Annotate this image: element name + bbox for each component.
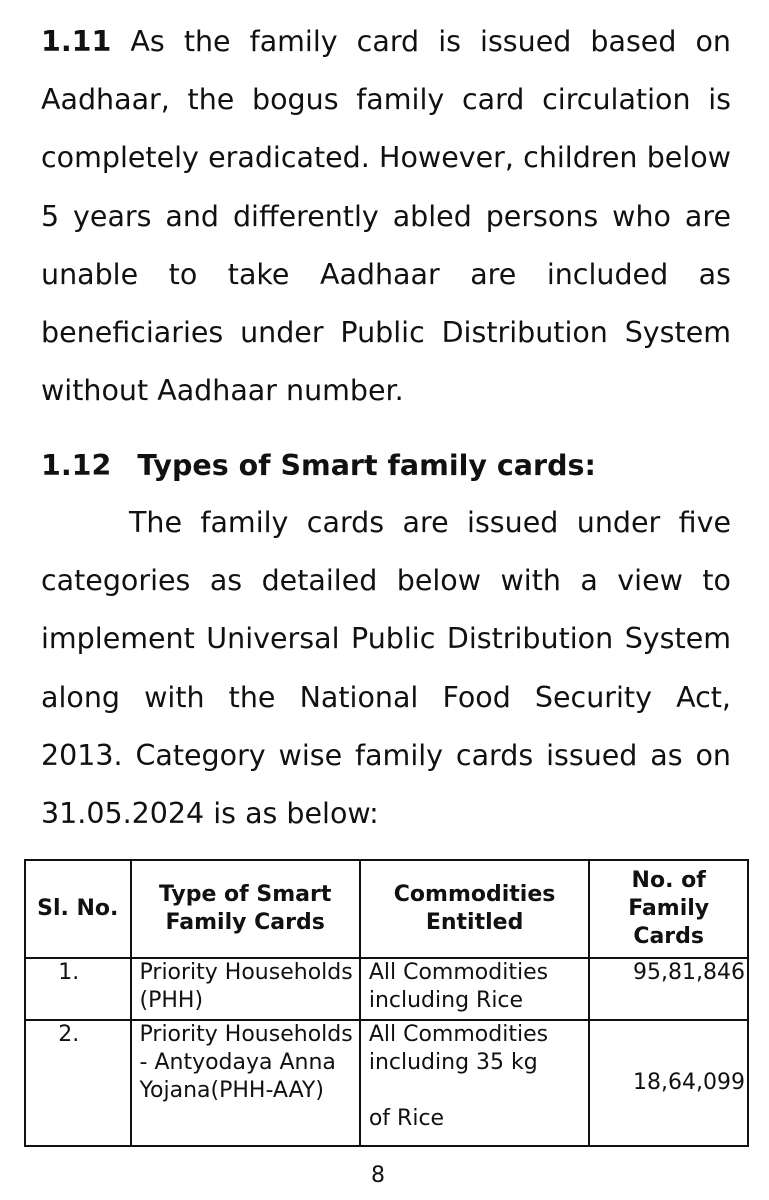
header-commodities: Commodities Entitled: [360, 860, 589, 958]
cell-type: Priority Households - Antyodaya Anna Yojana(PHH-AAY): [131, 1020, 360, 1146]
section-number-1-11: 1.11: [41, 25, 112, 58]
cell-sl-no: 2.: [25, 1020, 131, 1146]
table-row: [25, 958, 748, 1020]
cell-sl-no: 1.: [25, 958, 131, 1020]
section-number-1-12: 1.12: [41, 449, 112, 482]
table-header-row: [25, 860, 748, 958]
header-sl-no: Sl. No.: [25, 860, 131, 958]
header-type: Type of Smart Family Cards: [131, 860, 360, 958]
paragraph-1-12: The family cards are issued under five categories as detailed below with a view to implement Universal Public Distribution System along with the National Food Security Act, 2013. Category wise family cards issued as on 31.05.2024 is as below:: [41, 506, 731, 831]
family-cards-table: [24, 859, 749, 1147]
header-count: No. of Family Cards: [589, 860, 748, 958]
cell-commodities-text: All Commodities including Rice: [368, 960, 549, 1013]
cell-count: 95,81,846: [589, 958, 748, 1020]
cell-commodities: [360, 958, 589, 1020]
cell-commodities-text: All Commodities including 35 kg: [368, 1022, 549, 1075]
cell-type: Priority Households (PHH): [131, 958, 360, 1020]
section-heading-1-12: [41, 437, 596, 495]
cell-commodities-continued: of Rice: [368, 1106, 445, 1131]
table-row: [25, 1020, 748, 1146]
section-heading-1-12-text: Types of Smart family cards:: [137, 449, 596, 482]
paragraph-1-11: [41, 13, 731, 420]
cell-count: 18,64,099: [589, 1020, 748, 1146]
paragraph-1-11-text: As the family card is issued based on Aadhaar, the bogus family card circulation is completely eradicated. However, children below 5 years and differently abled persons who are unable to take Aadhaar are included as beneficiaries under Public Distribution System without Aadhaar number.: [41, 25, 731, 408]
page-number: 8: [371, 1163, 385, 1188]
cell-commodities: [360, 1020, 589, 1146]
